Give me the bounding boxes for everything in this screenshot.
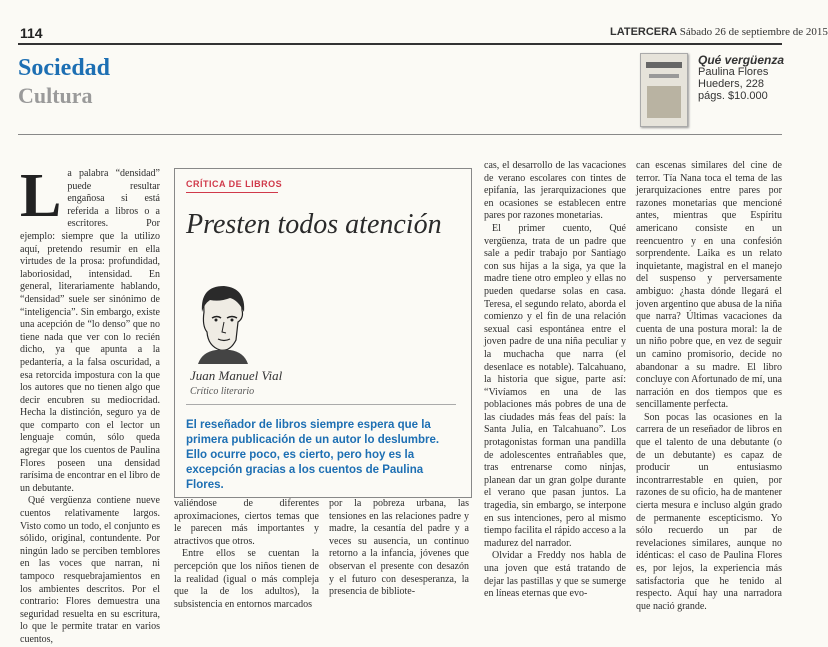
paragraph: Entre ellos se cuentan la percepción que los niños tienen de la realidad (igual o más compleja que la de los adultos), la subsistencia en entornos marcados bbox=[174, 548, 319, 610]
section-subtitle: Cultura bbox=[18, 83, 93, 108]
book-author: Paulina Flores bbox=[698, 66, 769, 78]
article-column-2 bbox=[174, 498, 319, 611]
book-title: Qué vergüenza bbox=[698, 53, 785, 67]
paragraph: cas, el desarrollo de las vacaciones de verano escolares con tintes de epifanía, las jerarquizaciones que en ocasiones se establecen entre pares por razones monetarias. bbox=[484, 160, 626, 222]
book-info bbox=[698, 54, 784, 102]
paragraph: por la pobreza urbana, las tensiones en las relaciones padre y madre, la cesantía del padre y a veces su ausencia, un continuo retorno a la infancia, jóvenes que observan el presente con desazón y el futuro con desesperanza, la presencia de bibliote- bbox=[329, 498, 469, 598]
paragraph: Qué vergüenza contiene nueve cuentos relativamente largos. Visto como un todo, el conjunto es sólido, original, contundente. Por ningún lado se perciben temblores en las voces que narran, ni tampoco resquebrajamientos en los ambientes descritos. Por el contrario: Flores demuestra una seguridad resuelta en su escritura, lo que le permite tratar en varios cuentos, bbox=[20, 495, 160, 645]
box-divider bbox=[186, 404, 456, 405]
article-column-3 bbox=[484, 160, 626, 601]
page-number: 114 bbox=[20, 25, 43, 41]
section-title: Sociedad bbox=[18, 55, 111, 81]
critic-portrait bbox=[190, 282, 254, 364]
drop-cap: L bbox=[20, 162, 62, 230]
book-publisher: Hueders, 228 bbox=[698, 78, 765, 90]
kicker-rule bbox=[186, 192, 278, 193]
issue-date: Sábado 26 de septiembre de 2015 bbox=[679, 26, 828, 38]
section-rule bbox=[18, 134, 782, 135]
section-kicker: CRÍTICA DE LIBROS bbox=[186, 179, 283, 189]
paragraph: Son pocas las ocasiones en la carrera de un reseñador de libros en que el talento de una debutante (o de un debutante) es capaz de producir un entusiasmo incontrarrestable en quien, por razones de su oficio, ha de mantener cierta mesura e incluso algún grado de permanente escepticismo. Yo sólo recuerdo un par de revelaciones similares, aunque no idénticas: el caso de Paulina Flores es, por lejos, la experiencia más satisfactoria que he tenido al respecto. Aquí hay una narradora que nació grande. bbox=[636, 411, 782, 612]
page-header bbox=[610, 26, 828, 38]
lead-paragraph: El reseñador de libros siempre espera que la primera publicación de un autor lo deslumbre. Ello ocurre poco, es cierto, pero hoy es la excepción gracias a los cuentos de Paulina Flores. bbox=[186, 419, 440, 491]
critic-name: Juan Manuel Vial bbox=[190, 368, 283, 383]
headline: Presten todos atención bbox=[186, 209, 442, 240]
book-cover-image bbox=[640, 53, 688, 127]
article-column-1 bbox=[20, 162, 160, 647]
paragraph: Olvidar a Freddy nos habla de una joven que está tratando de dejar las pastillas y que se sumerge en líneas eternas que evo- bbox=[484, 550, 626, 600]
paragraph: valiéndose de diferentes aproximaciones, ciertos temas que le parecen más importantes y atractivos que otros. bbox=[174, 498, 319, 547]
paragraph: can escenas similares del cine de terror. Tía Nana toca el tema de las jerarquizaciones entre pares por razones monetarias que mencioné antes, mientras que Espíritu americano consiste en un reencuentro y en una confesión sorprendente. Laika es un relato inquietante, magistral en el manejo del suspenso y perversamente ambiguo: ¿hasta dónde llegará el joven argentino que abusa de la niña que narra? Últimas vacaciones da cuenta de una postura moral: la de un niño pobre que, en vez de seguir un camino promisorio, decide no abandonar a su madre. El libro concluye con Afortunado de mí, una narración en dos tiempos que es sencillamente perfecta. bbox=[636, 160, 782, 411]
header-rule bbox=[18, 43, 782, 45]
paragraph: a palabra “densidad” puede resultar engañosa si está referida a libros o a escritores. Por ejemplo: siempre que la utilizo aquí, pretendo resumir en ella virtudes de la prosa: profundidad, laboriosidad, intensidad. En general, literariamente hablando, “densidad” suele ser sinónimo de “inteligencia”. Sin embargo, existe una acepción de “lo denso” que no tiene nada que ver con lo recién dicho, ya que apunta a la pedantería, a la falsa oscuridad, a esa retorcida impostura con la que los autores que no tienen algo que decir encubren su mediocridad. Hecha la distinción, seguro ya de que comparto con el lector un lenguaje común, sólo queda agregar que los cuentos de Paulina Flores poseen una densidad rarísima de encontrar en el libro de un debutante. bbox=[20, 168, 160, 494]
paragraph: El primer cuento, Qué vergüenza, trata de un padre que sale a pedir trabajo por Santiago con sus hijas a la siga, ya que la madre tiene otro empleo y ellas no pueden quedarse solas en casa. Teresa, el segundo relato, aborda el comienzo y el fin de una relación sexual casi espontánea entre el joven padre de una niña peculiar y la muchacha que narra (el desenlace es notable). Talcahuano, la historia que sigue, parte así: “Vivíamos en una de las poblaciones más pobres de una de las ciudades más feas del país: la Santa Julia, en Talcahuano”. Los protagonistas forman una pandilla de adolescentes entrañables que, tras entrenarse como ninjas, planean dar un gran golpe durante el verano que pasan juntos. La tragedia, sin embargo, se interpone en sus intenciones, pero al mismo tiempo facilita el rápido acceso a la madurez del narrador. bbox=[484, 222, 626, 549]
critic-role: Crítico literario bbox=[190, 386, 255, 397]
book-price: págs. $10.000 bbox=[698, 90, 768, 102]
newspaper-name: LATERCERA bbox=[610, 26, 678, 38]
article-column-4 bbox=[636, 160, 782, 613]
article-column-3-lower bbox=[329, 498, 469, 599]
